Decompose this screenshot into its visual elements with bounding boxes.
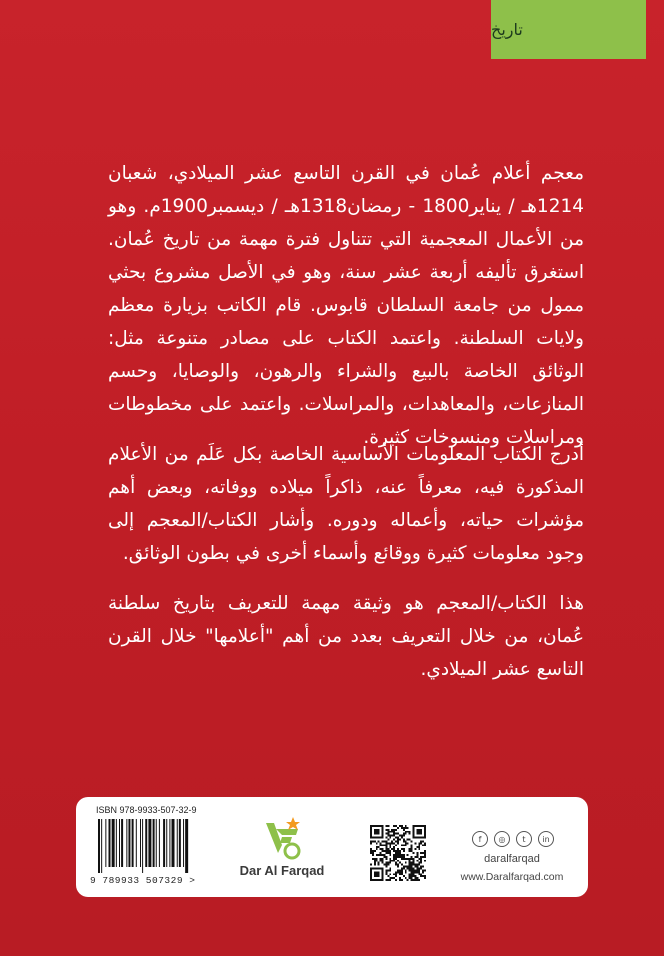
category-tag xyxy=(491,0,646,59)
facebook-icon[interactable]: f xyxy=(472,831,488,847)
blurb-text-1: معجم أعلام عُمان في القرن التاسع عشر الميلادي، شعبان 1214هـ / يناير1800 - رمضان1318هـ / ديسمبر1900م. وهو من الأعمال المعجمية التي تتناول فترة مهمة من تاريخ عُمان. استغرق تأليفه أربعة عشر سنة، وهو في الأصل مشروع بحثي ممول من جامعة السلطان قابوس. قام الكاتب بزيارة معظم ولايات السلطنة. واعتمد الكتاب على مصادر متنوعة مثل: الوثائق الخاصة بالبيع والشراء والرهون، والوصايا، وحسم المنازعات، والمعاهدات، والمراسلات. واعتمد على مخطوطات ومراسلات ومنسوخات كثيرة. xyxy=(108,163,585,448)
isbn-label: ISBN 978-9933-507-32-9 xyxy=(96,805,197,815)
social-handle: daralfarqad xyxy=(484,853,540,865)
blurb-text-3: هذا الكتاب/المعجم هو وثيقة مهمة للتعريف بتاريخ سلطنة عُمان، من خلال التعريف بعدد من أهم "أعلامها" خلال القرن التاسع عشر الميلادي. xyxy=(108,593,584,680)
barcode-digits: 9 789933 507329 > xyxy=(90,875,196,886)
imprint-panel xyxy=(76,797,588,897)
publisher-logo-icon xyxy=(262,815,302,861)
barcode xyxy=(96,819,220,873)
social-icons xyxy=(472,831,554,847)
category-label: تاريخ xyxy=(491,20,523,39)
website-link[interactable]: www.Daralfarqad.com xyxy=(460,871,564,883)
linkedin-icon[interactable]: in xyxy=(538,831,554,847)
instagram-icon[interactable]: ◎ xyxy=(494,831,510,847)
blurb-text-2: أدرج الكتاب المعلومات الأساسية الخاصة بكل عَلَم من الأعلام المذكورة فيه، معرفاً عنه، ذاكراً ميلاده ووفاته، وبعض أهم مؤشرات حياته، وأعماله ودوره. وأشار الكتاب/المعجم إلى وجود معلومات كثيرة ووقائع وأسماء أخرى في بطون الوثائق. xyxy=(108,444,584,564)
blurb-paragraph-3 xyxy=(108,587,584,686)
blurb-paragraph-1 xyxy=(108,157,584,454)
twitter-icon[interactable]: t xyxy=(516,831,532,847)
publisher-name: Dar Al Farqad xyxy=(239,863,325,878)
qr-code xyxy=(370,825,426,881)
blurb-paragraph-2 xyxy=(108,438,584,570)
